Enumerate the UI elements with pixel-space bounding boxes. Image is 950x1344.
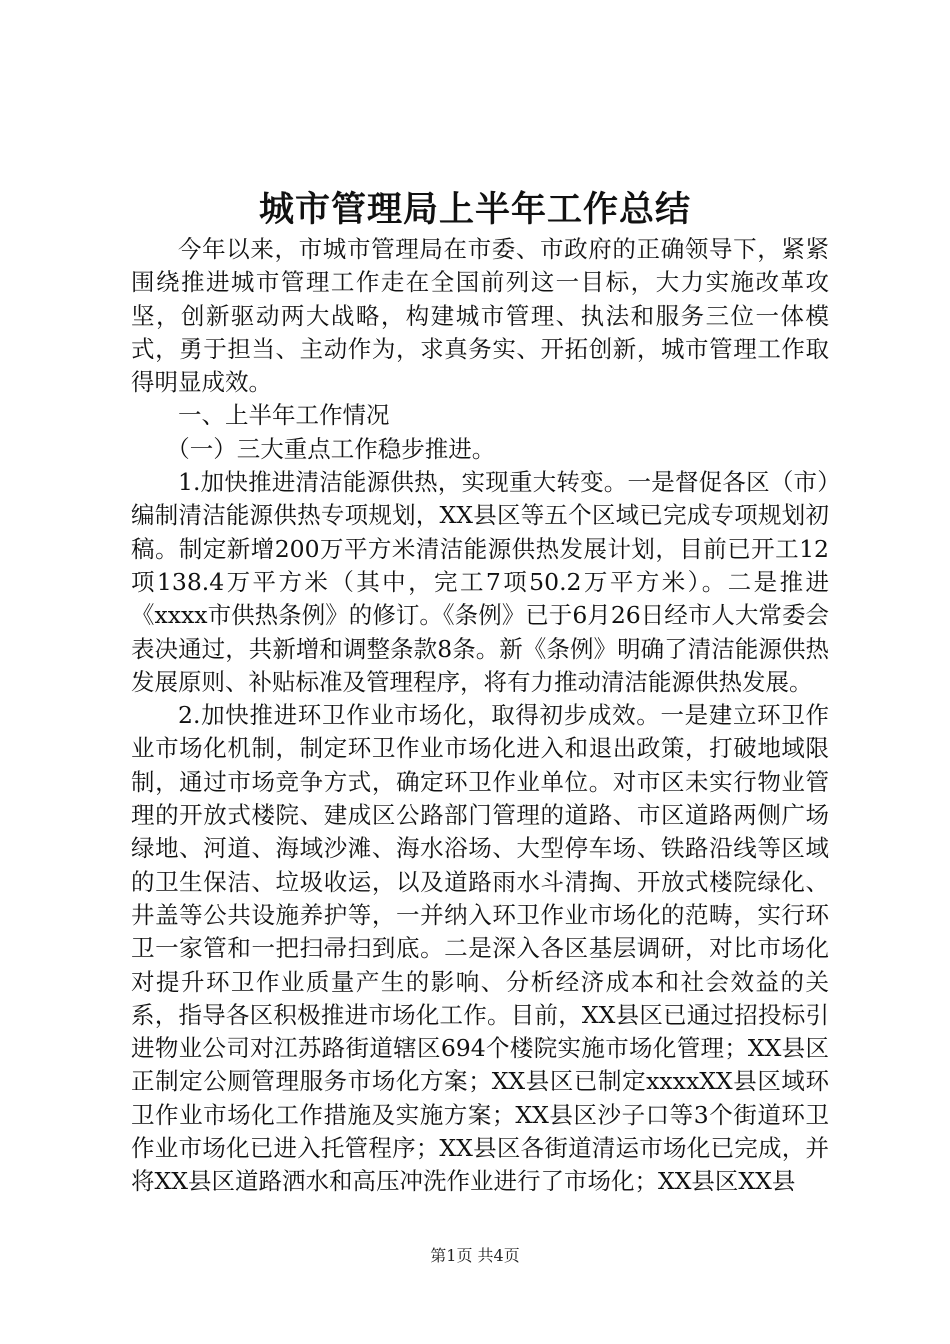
document-body	[131, 233, 829, 1199]
document-title: 城市管理局上半年工作总结	[258, 189, 691, 230]
section-heading: 一、上半年工作情况	[178, 401, 390, 430]
subsection-heading: （一）三大重点工作稳步推进。	[166, 434, 496, 463]
page-number: 第1页 共4页	[430, 1246, 520, 1265]
paragraph-sanitation: 2.加快推进环卫作业市场化，取得初步成效。一是建立环卫作业市场化机制，制定环卫作业市场化进入和退出政策，打破地域限制，通过市场竞争方式，确定环卫作业单位。对市区未实行物业管理的开放式楼院、建成区公路部门管理的道路、市区道路两侧广场绿地、河道、海域沙滩、海水浴场、大型停车场、铁路沿线等区域的卫生保洁、垃圾收运，以及道路雨水斗清掏、开放式楼院绿化、井盖等公共设施养护等，一并纳入环卫作业市场化的范畴，实行环卫一家管和一把扫帚扫到底。二是深入各区基层调研，对比市场化对提升环卫作业质量产生的影响、分析经济成本和社会效益的关系，指导各区积极推进市场化工作。目前，XX县区已通过招投标引进物业公司对江苏路街道辖区694个楼院实施市场化管理；XX县区正制定公厕管理服务市场化方案；XX县区已制定xxxxXX县区域环卫作业市场化工作措施及实施方案；XX县区沙子口等3个街道环卫作业市场化已进入托管程序；XX县区各街道清运市场化已完成，并将XX县区道路洒水和高压冲洗作业进行了市场化；XX县区XX县	[131, 701, 829, 1196]
paragraph-heating: 1.加快推进清洁能源供热，实现重大转变。一是督促各区（市）编制清洁能源供热专项规划，XX县区等五个区域已完成专项规划初稿。制定新增200万平方米清洁能源供热发展计划，目前已开工12项138.4万平方米（其中，完工7项50.2万平方米）。二是推进《xxxx市供热条例》的修订。《条例》已于6月26日经市人大常委会表决通过，共新增和调整条款8条。新《条例》明确了清洁能源供热发展原则、补贴标准及管理程序，将有力推动清洁能源供热发展。	[131, 468, 829, 696]
intro-paragraph: 今年以来，市城市管理局在市委、市政府的正确领导下，紧紧围绕推进城市管理工作走在全国前列这一目标，大力实施改革攻坚，创新驱动两大战略，构建城市管理、执法和服务三位一体模式，勇于担当、主动作为，求真务实、开拓创新，城市管理工作取得明显成效。	[131, 235, 829, 397]
